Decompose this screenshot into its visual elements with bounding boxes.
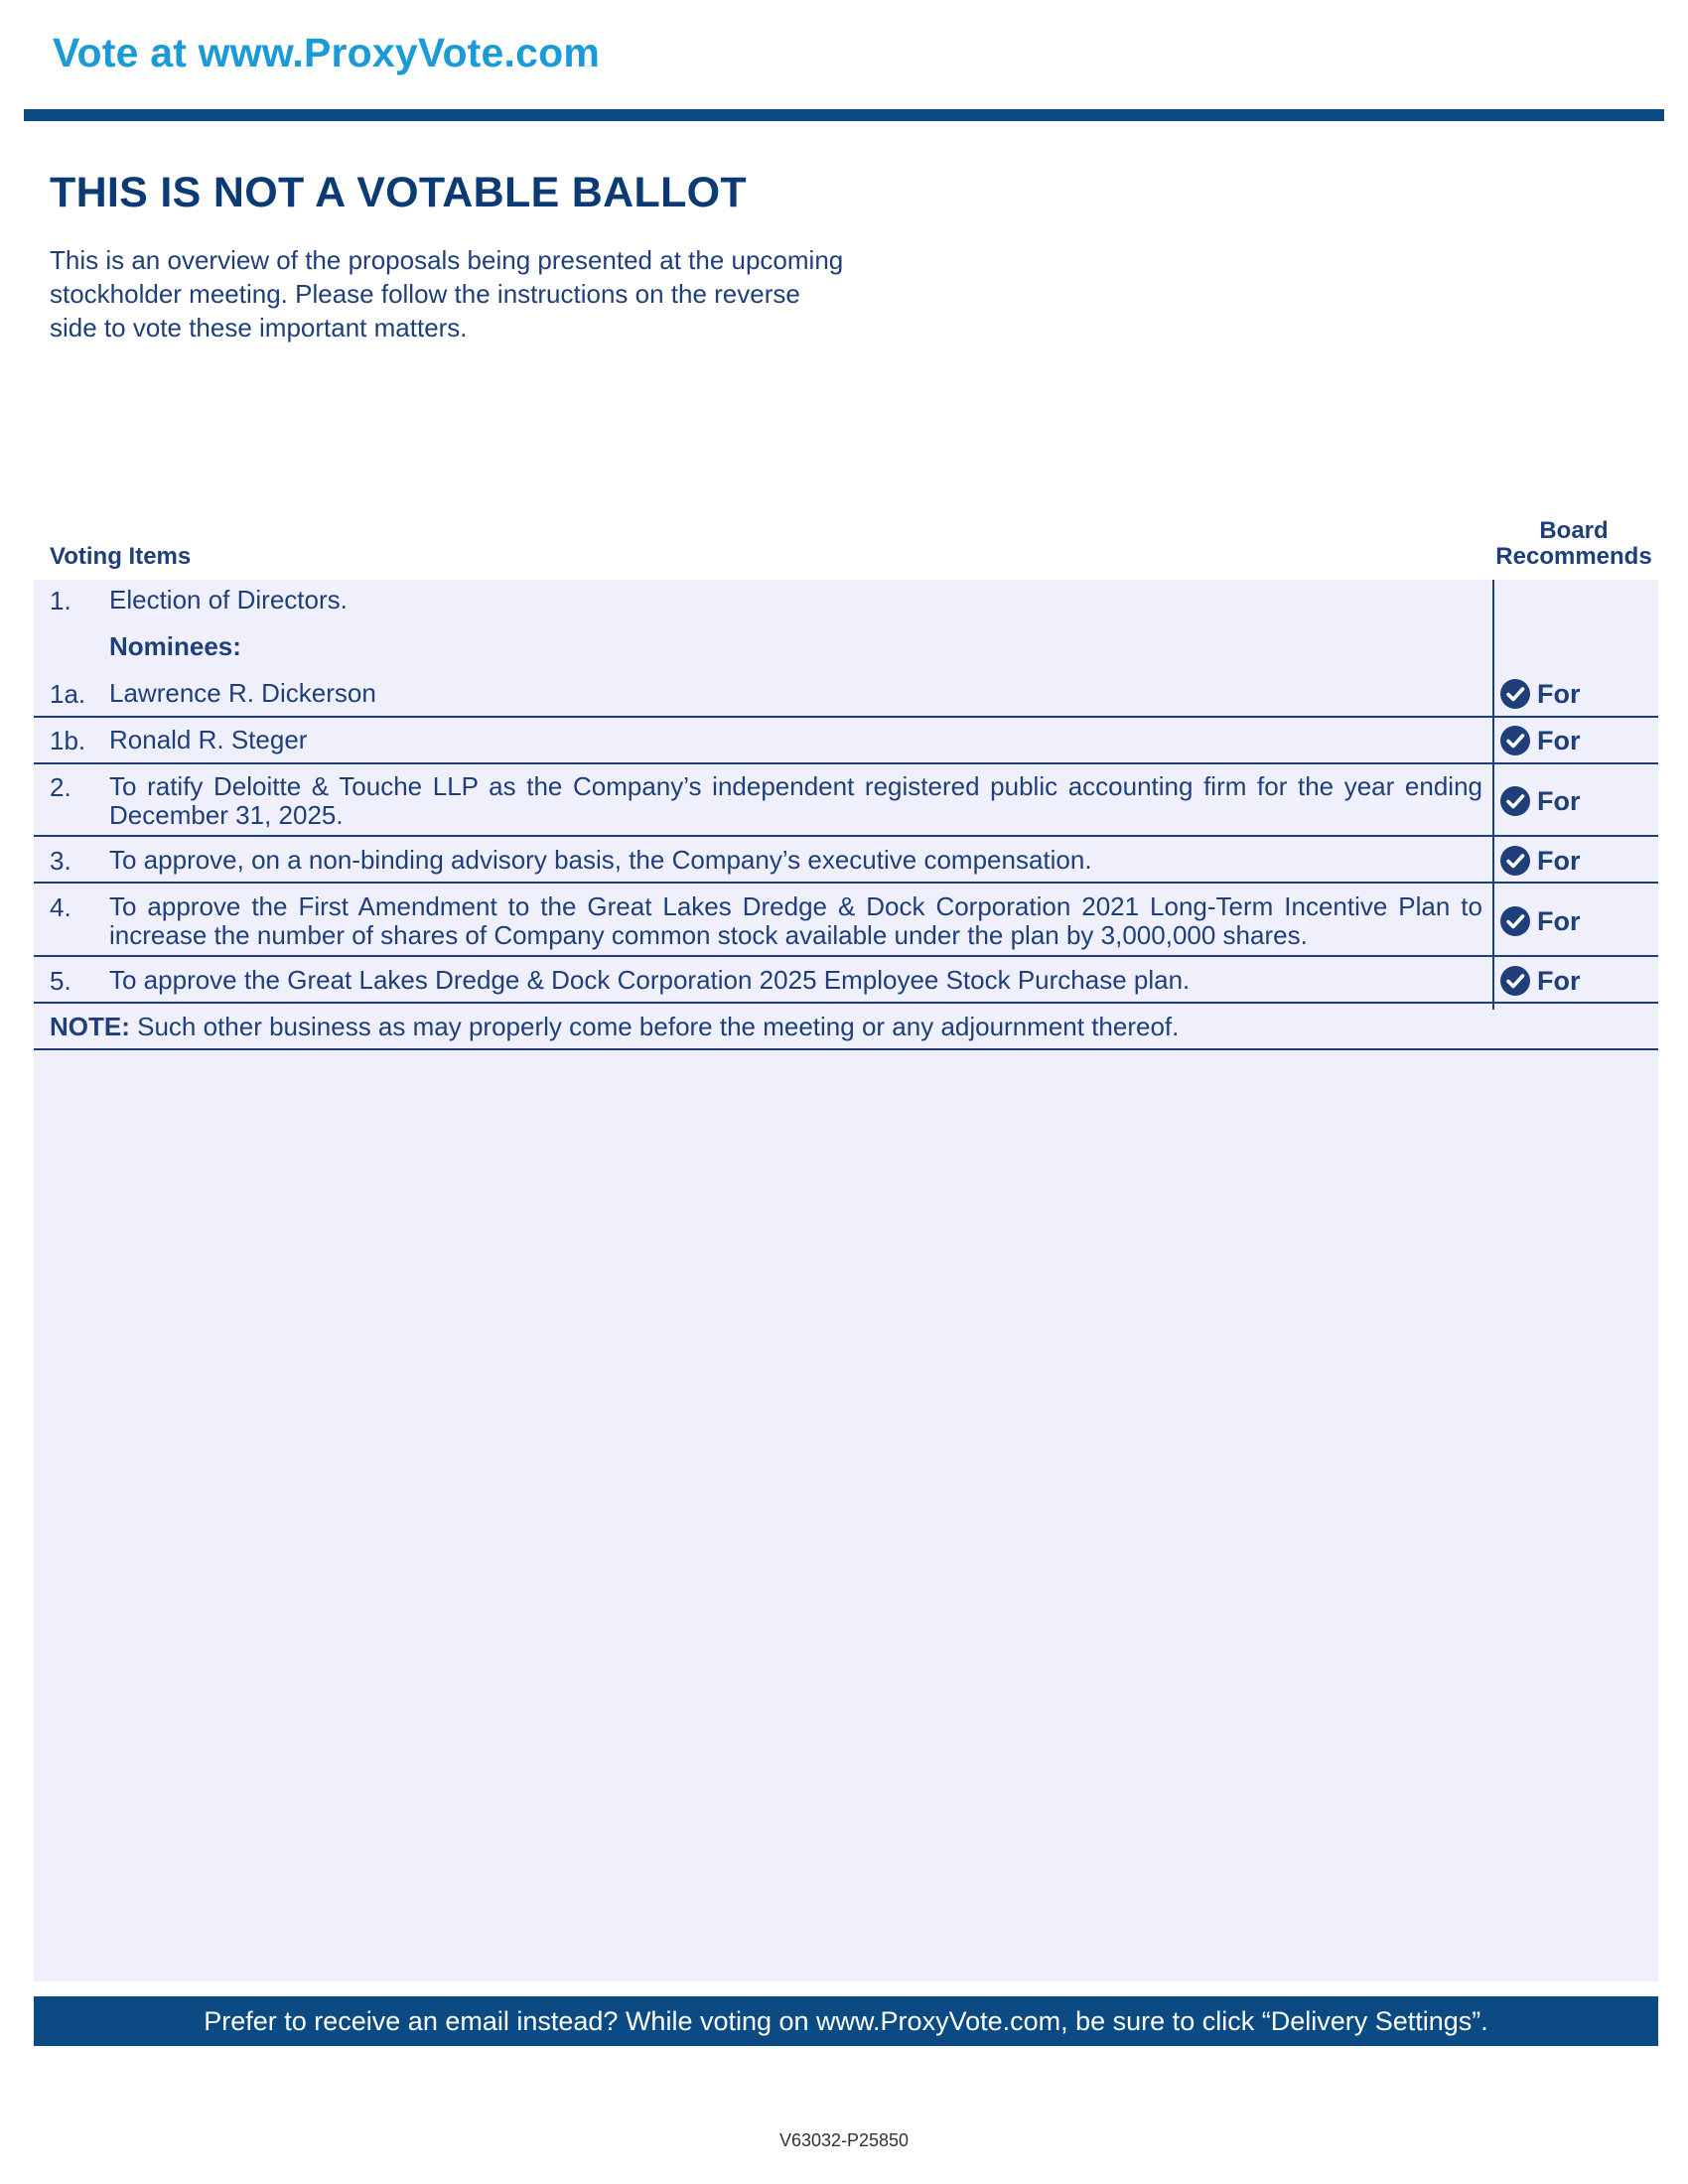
delivery-settings-banner: Prefer to receive an email instead? While voting on www.ProxyVote.com, be sure to click “Delivery Settings”. [34, 1996, 1658, 2046]
item-text: To ratify Deloitte & Touche LLP as the Company’s independent registered public accounting firm for the year ending December 31, 2025. [109, 771, 1482, 830]
check-circle-icon [1499, 725, 1531, 756]
note-text: Such other business as may properly come before the meeting or any adjournment thereof. [137, 1012, 1180, 1041]
board-recommends-header-line1: Board [1539, 517, 1609, 544]
item-text: Lawrence R. Dickerson [109, 678, 376, 708]
recommendation [1499, 845, 1581, 877]
item-text: To approve, on a non-binding advisory basis, the Company’s executive compensation. [109, 845, 1092, 875]
row-divider [34, 835, 1658, 837]
row-divider [34, 1048, 1658, 1050]
row-divider [34, 762, 1658, 764]
recommendation [1499, 905, 1581, 937]
nominees-label: Nominees: [109, 631, 241, 661]
item-number: 2. [50, 772, 71, 802]
recommendation-label: For [1537, 905, 1581, 936]
check-circle-icon [1499, 965, 1531, 997]
recommendation [1499, 965, 1581, 997]
item-text: Ronald R. Steger [109, 725, 308, 754]
item-number: 5. [50, 966, 71, 996]
note-label: NOTE: [50, 1012, 130, 1041]
recommendation-label: For [1537, 785, 1581, 816]
recommendation [1499, 678, 1581, 710]
recommendation-label: For [1537, 965, 1581, 996]
recommendation-column-divider [1492, 580, 1494, 1010]
item-text: To approve the Great Lakes Dredge & Dock Corporation 2025 Employee Stock Purchase plan. [109, 965, 1191, 995]
check-circle-icon [1499, 678, 1531, 710]
row-divider [34, 955, 1658, 957]
recommendation [1499, 785, 1581, 817]
intro-paragraph: This is an overview of the proposals being presented at the upcoming stockholder meeting. Please follow the instructions on the reverse side to vote these important matters. [50, 245, 844, 342]
job-code: V63032-P25850 [778, 2130, 910, 2150]
row-divider [34, 1002, 1658, 1004]
item-number: 1b. [50, 726, 86, 755]
board-recommends-header [1493, 518, 1654, 570]
check-circle-icon [1499, 845, 1531, 877]
item-number: 4. [50, 892, 71, 922]
board-recommends-header-line2: Recommends [1495, 543, 1652, 570]
recommendation-label: For [1537, 725, 1581, 755]
page-title: THIS IS NOT A VOTABLE BALLOT [50, 169, 747, 216]
item-text: To approve the First Amendment to the Great Lakes Dredge & Dock Corporation 2021 Long-Term Incentive Plan to increase the number of shares of Company common stock available under the plan by 3,000,000 shares. [109, 891, 1482, 950]
note-row [50, 1013, 1638, 1041]
vote-link[interactable]: Vote at www.ProxyVote.com [53, 30, 601, 75]
item-text: Election of Directors. [109, 585, 348, 614]
row-divider [34, 716, 1658, 718]
check-circle-icon [1499, 905, 1531, 937]
item-number: 3. [50, 846, 71, 876]
check-circle-icon [1499, 785, 1531, 817]
header-divider [24, 109, 1664, 121]
row-divider [34, 882, 1658, 884]
recommendation-label: For [1537, 678, 1581, 709]
item-number: 1a. [50, 679, 86, 709]
recommendation [1499, 725, 1581, 756]
recommendation-label: For [1537, 845, 1581, 876]
voting-items-header: Voting Items [50, 543, 192, 570]
item-number: 1. [50, 586, 71, 615]
